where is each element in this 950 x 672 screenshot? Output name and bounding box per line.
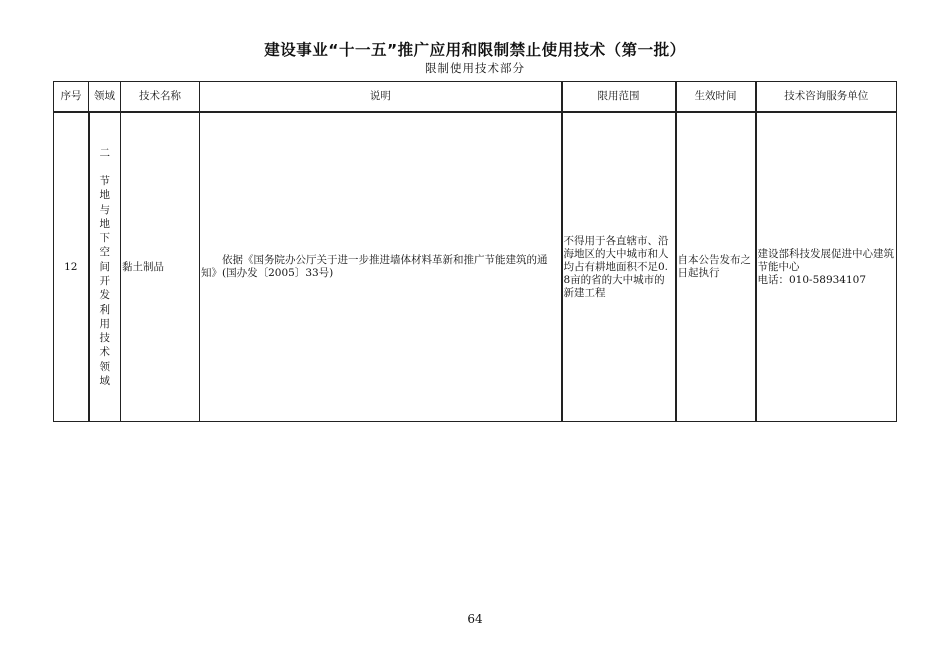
range-text: 不得用于各直辖市、沿海地区的大中城市和人均占有耕地面积不足0.8亩的省的大中城市的新建工程 (563, 234, 669, 299)
cell-no: 12 (54, 112, 89, 422)
technology-table (53, 81, 897, 422)
document-title: 建设事业“十一五”推广应用和限制禁止使用技术（第一批） (264, 41, 686, 59)
desc-text: 依据《国务院办公厅关于进一步推进墙体材料革新和推广节能建筑的通知》(国办发〔2005〕33号) (201, 254, 548, 279)
header-unit: 技术咨询服务单位 (756, 82, 897, 113)
domain-text: 节地与地下空间开发利用技术领域 (99, 174, 110, 388)
header-domain: 领域 (89, 82, 121, 113)
unit-phone: 电话：010-58934107 (757, 273, 867, 286)
cell-domain (89, 112, 121, 422)
domain-number: 二 (99, 146, 110, 159)
cell-range (562, 112, 676, 422)
effective-text: 自本公告发布之日起执行 (677, 254, 751, 279)
cell-desc (200, 112, 562, 422)
cell-effective (676, 112, 756, 422)
header-desc: 说明 (200, 82, 562, 113)
cell-name: 黏土制品 (121, 112, 200, 422)
header-no: 序号 (54, 82, 89, 113)
table-row (54, 112, 897, 422)
page-number: 64 (467, 612, 483, 626)
document-subtitle: 限制使用技术部分 (425, 61, 525, 75)
cell-unit (756, 112, 897, 422)
header-name: 技术名称 (121, 82, 200, 113)
header-range: 限用范围 (562, 82, 676, 113)
table-header-row (54, 82, 897, 113)
header-effective: 生效时间 (676, 82, 756, 113)
unit-name: 建设部科技发展促进中心建筑节能中心 (757, 247, 894, 273)
